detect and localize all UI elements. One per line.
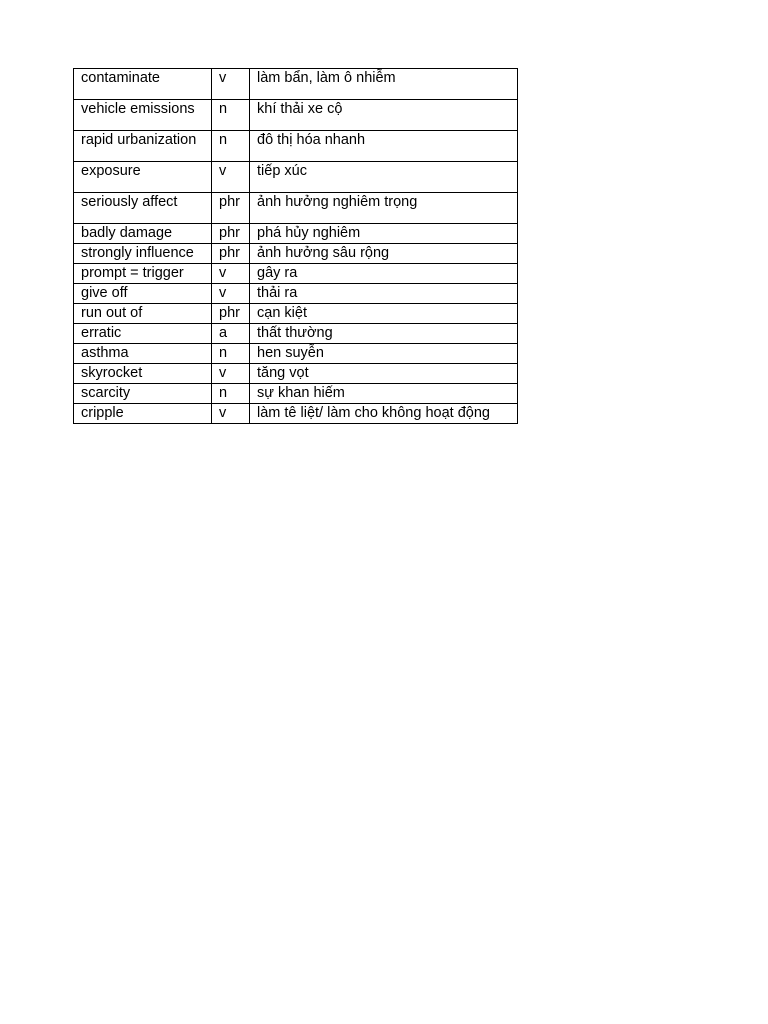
term-cell: vehicle emissions <box>74 100 212 131</box>
term-cell: erratic <box>74 324 212 344</box>
meaning-cell: gây ra <box>250 264 518 284</box>
part-of-speech-cell: phr <box>212 244 250 264</box>
part-of-speech-cell: v <box>212 69 250 100</box>
table-row <box>74 324 518 344</box>
part-of-speech-cell: n <box>212 344 250 364</box>
part-of-speech-cell: v <box>212 162 250 193</box>
term-cell: give off <box>74 284 212 304</box>
meaning-cell: hen suyễn <box>250 344 518 364</box>
part-of-speech-cell: v <box>212 404 250 424</box>
table-row <box>74 404 518 424</box>
meaning-cell: ảnh hưởng sâu rộng <box>250 244 518 264</box>
part-of-speech-cell: n <box>212 384 250 404</box>
term-cell: prompt = trigger <box>74 264 212 284</box>
vocabulary-table <box>73 68 518 424</box>
term-cell: contaminate <box>74 69 212 100</box>
meaning-cell: phá hủy nghiêm <box>250 224 518 244</box>
part-of-speech-cell: phr <box>212 224 250 244</box>
meaning-cell: cạn kiệt <box>250 304 518 324</box>
term-cell: exposure <box>74 162 212 193</box>
table-row <box>74 284 518 304</box>
table-row <box>74 162 518 193</box>
term-cell: rapid urbanization <box>74 131 212 162</box>
term-cell: run out of <box>74 304 212 324</box>
part-of-speech-cell: phr <box>212 193 250 224</box>
term-cell: asthma <box>74 344 212 364</box>
table-row <box>74 384 518 404</box>
table-row <box>74 344 518 364</box>
part-of-speech-cell: n <box>212 100 250 131</box>
meaning-cell: làm bẩn, làm ô nhiễm <box>250 69 518 100</box>
term-cell: skyrocket <box>74 364 212 384</box>
part-of-speech-cell: phr <box>212 304 250 324</box>
table-row <box>74 193 518 224</box>
part-of-speech-cell: n <box>212 131 250 162</box>
table-row <box>74 69 518 100</box>
term-cell: seriously affect <box>74 193 212 224</box>
part-of-speech-cell: a <box>212 324 250 344</box>
term-cell: badly damage <box>74 224 212 244</box>
meaning-cell: khí thải xe cộ <box>250 100 518 131</box>
meaning-cell: thải ra <box>250 284 518 304</box>
term-cell: scarcity <box>74 384 212 404</box>
term-cell: strongly influence <box>74 244 212 264</box>
table-row <box>74 224 518 244</box>
part-of-speech-cell: v <box>212 284 250 304</box>
part-of-speech-cell: v <box>212 364 250 384</box>
meaning-cell: đô thị hóa nhanh <box>250 131 518 162</box>
meaning-cell: ảnh hưởng nghiêm trọng <box>250 193 518 224</box>
meaning-cell: thất thường <box>250 324 518 344</box>
part-of-speech-cell: v <box>212 264 250 284</box>
meaning-cell: làm tê liệt/ làm cho không hoạt động <box>250 404 518 424</box>
table-row <box>74 131 518 162</box>
table-row <box>74 244 518 264</box>
table-row <box>74 364 518 384</box>
meaning-cell: tiếp xúc <box>250 162 518 193</box>
meaning-cell: sự khan hiếm <box>250 384 518 404</box>
table-row <box>74 100 518 131</box>
term-cell: cripple <box>74 404 212 424</box>
meaning-cell: tăng vọt <box>250 364 518 384</box>
table-row <box>74 304 518 324</box>
table-row <box>74 264 518 284</box>
